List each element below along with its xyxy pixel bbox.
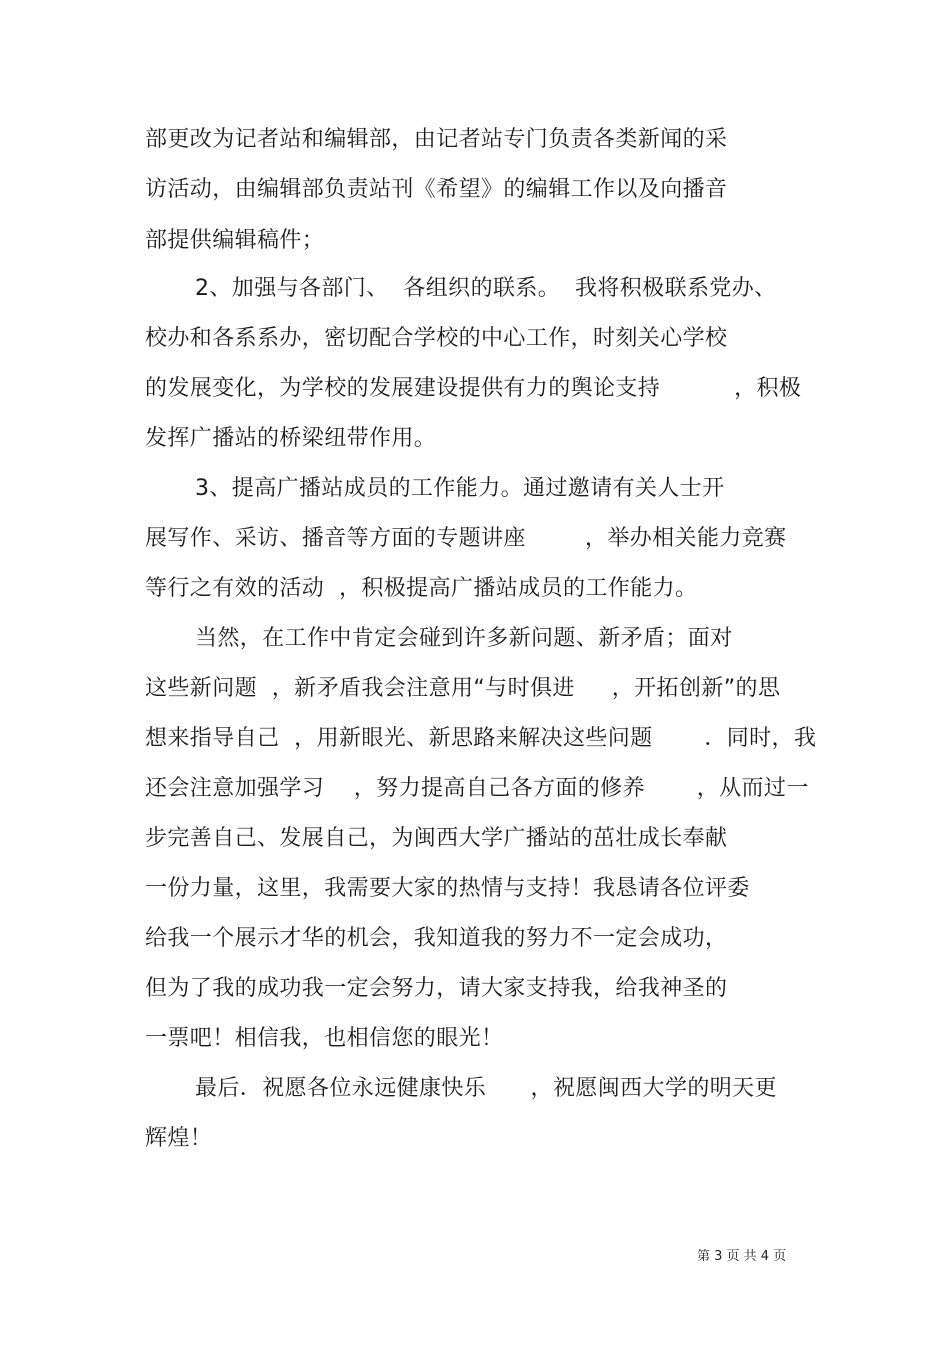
text-line: 一票吧！相信我，也相信您的眼光！ xyxy=(145,1026,504,1051)
text-line: 这些新问题 ，新矛盾我会注意用“与时俱进 ，开拓创新”的思 xyxy=(145,676,781,701)
text-line: 部提供编辑稿件； xyxy=(145,228,325,253)
text-line: 等行之有效的活动 ，积极提高广播站成员的工作能力。 xyxy=(145,576,698,601)
text-line: 步完善自己、发展自己，为闽西大学广播站的茁壮成长奉献 xyxy=(145,826,728,851)
text-line: 访活动，由编辑部负责站刊《希望》的编辑工作以及向播音 xyxy=(145,177,728,202)
text-line: 给我一个展示才华的机会，我知道我的努力不一定会成功， xyxy=(145,926,728,951)
text-line: 还会注意加强学习 ，努力提高自己各方面的修养 ，从而过一 xyxy=(145,776,809,801)
text-line: 校办和各系系办，密切配合学校的中心工作，时刻关心学校 xyxy=(145,326,728,351)
text-line: 的发展变化，为学校的发展建设提供有力的舆论支持 ，积极 xyxy=(145,376,802,401)
text-line: 想来指导自己 ，用新眼光、新思路来解决这些问题 ．同时，我 xyxy=(145,726,817,751)
text-line: 但为了我的成功我一定会努力，请大家支持我，给我神圣的 xyxy=(145,976,728,1001)
paragraph-start-line: 3、提高广播站成员的工作能力。通过邀请有关人士开 xyxy=(195,476,725,501)
page-number: 第 3 页 共 4 页 xyxy=(697,1249,787,1264)
text-line: 辉煌！ xyxy=(145,1126,213,1151)
text-line: 一份力量，这里，我需要大家的热情与支持！我恳请各位评委 xyxy=(145,876,750,901)
text-line: 发挥广播站的桥梁纽带作用。 xyxy=(145,426,437,451)
text-line: 部更改为记者站和编辑部，由记者站专门负责各类新闻的采 xyxy=(145,127,728,152)
paragraph-start-line: 2、加强与各部门、 各组织的联系。 我将积极联系党办、 xyxy=(195,276,777,301)
text-line: 展写作、采访、播音等方面的专题讲座 ，举办相关能力竞赛 xyxy=(145,526,787,551)
paragraph-start-line: 当然，在工作中肯定会碰到许多新问题、新矛盾；面对 xyxy=(195,626,733,651)
paragraph-start-line: 最后．祝愿各位永远健康快乐 ，祝愿闽西大学的明天更 xyxy=(195,1076,777,1101)
